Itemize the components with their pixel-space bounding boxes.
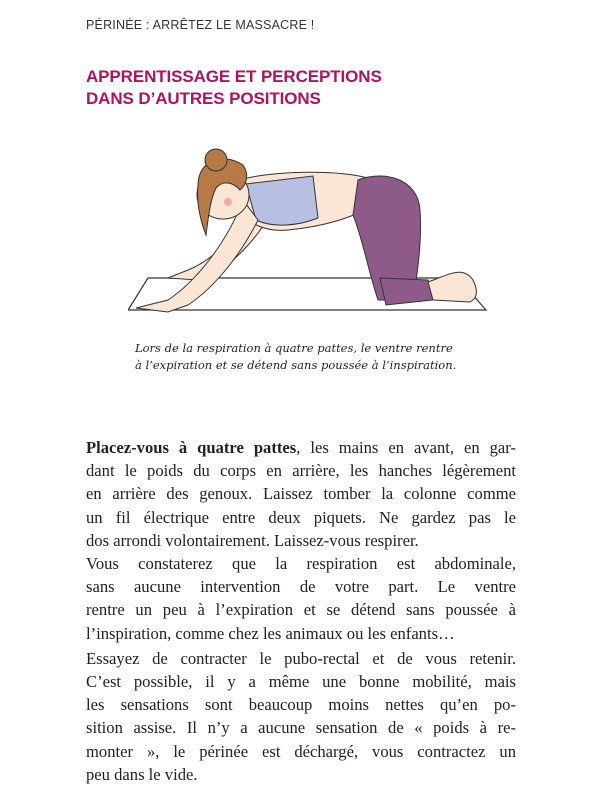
paragraph-1-line-3: en arrière des genoux. Laissez tomber la colonne comme: [86, 484, 516, 504]
paragraph-1-line-1: Placez-vous à quatre pattes, les mains en avant, en gar-: [86, 438, 516, 457]
caption-line-2: à l’expiration et se détend sans poussée à l’inspiration.: [135, 358, 457, 372]
paragraph-2-line-2: C’est possible, il y a même une bonne mobilité, mais: [86, 672, 516, 692]
section-title-line-2: DANS D’AUTRES POSITIONS: [86, 89, 321, 108]
running-head: PÉRINÉE : ARRÊTEZ LE MASSACRE !: [86, 18, 315, 32]
paragraph-2-line-6: peu dans le vide.: [86, 764, 198, 784]
paragraph-1-line-2: dant le poids du corps en arrière, les hanches légèrement: [86, 461, 516, 481]
body-text: [86, 436, 516, 786]
paragraph-2-line-5: monter », le périnée est déchargé, vous contractez un: [86, 741, 516, 761]
illustration-caption: [135, 340, 515, 374]
paragraph-2-line-4: sition assise. Il n’y a aucune sensation de « poids à re-: [86, 718, 516, 738]
paragraph-1: [86, 436, 516, 645]
paragraph-1-line-4: un fil électrique entre deux piquets. Ne gardez pas le: [86, 507, 516, 527]
section-title: [86, 66, 506, 110]
paragraph-1-line-5: dos arrondi volontairement. Laissez-vous respirer.: [86, 530, 419, 550]
paragraph-1-line-8: rentre un peu à l’expiration et se détend sans poussée à: [86, 600, 516, 620]
paragraph-1-line-6: Vous constaterez que la respiration est abdominale,: [86, 554, 516, 574]
all-fours-illustration: [128, 140, 488, 340]
lead-bold-phrase: Placez-vous à quatre pattes: [86, 438, 297, 457]
paragraph-2-line-1: Essayez de contracter le pubo-rectal et de vous retenir.: [86, 648, 516, 668]
paragraph-2-line-3: les sensations sont beaucoup moins nettes qu’en po-: [86, 695, 516, 715]
paragraph-2: [86, 647, 516, 786]
paragraph-1-line-9: l’inspiration, comme chez les animaux ou les enfants…: [86, 623, 455, 643]
section-title-line-1: APPRENTISSAGE ET PERCEPTIONS: [86, 67, 382, 86]
caption-line-1: Lors de la respiration à quatre pattes, le ventre rentre: [135, 341, 453, 355]
paragraph-1-line-7: sans aucune intervention de votre part. Le ventre: [86, 577, 516, 597]
